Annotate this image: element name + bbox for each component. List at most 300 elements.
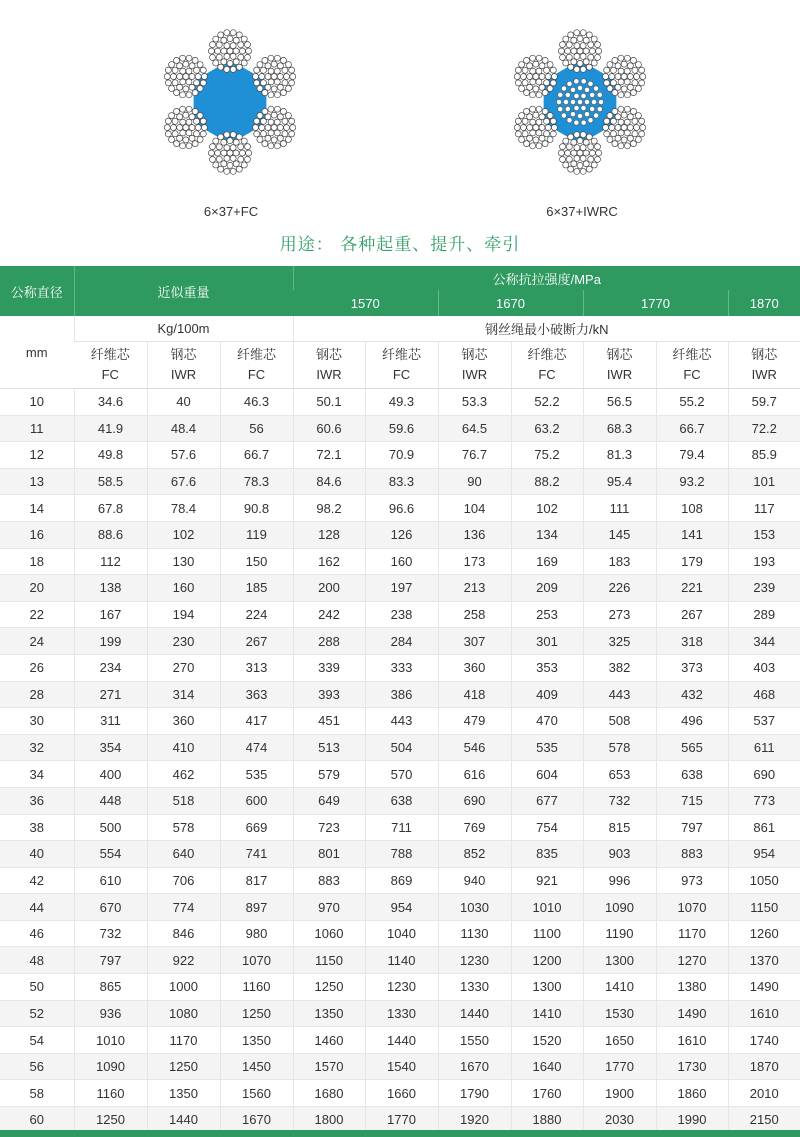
strand-wire bbox=[624, 55, 630, 61]
strand-wire bbox=[210, 156, 216, 162]
strand-wire bbox=[577, 162, 583, 168]
core-wire bbox=[565, 92, 570, 97]
value-cell: 403 bbox=[728, 654, 800, 681]
strand-wire bbox=[588, 156, 594, 162]
value-cell: 101 bbox=[728, 468, 800, 495]
value-cell: 1610 bbox=[656, 1027, 728, 1054]
strand-wire bbox=[618, 119, 624, 125]
diameter-cell: 38 bbox=[0, 814, 74, 841]
value-cell: 49.8 bbox=[74, 442, 147, 469]
core-type-cn: 钢芯 bbox=[606, 347, 633, 362]
value-cell: 1530 bbox=[583, 1000, 656, 1027]
strand-wire bbox=[527, 114, 533, 120]
core-type-code: FC bbox=[538, 367, 556, 382]
strand-wire bbox=[169, 113, 175, 119]
strand-wire bbox=[244, 54, 250, 60]
core-type-code: IWR bbox=[316, 367, 342, 382]
strand-wire bbox=[580, 145, 586, 151]
core-wire bbox=[597, 92, 602, 97]
strand-wire bbox=[618, 106, 624, 112]
value-cell: 980 bbox=[220, 920, 293, 947]
core-type-3 bbox=[293, 342, 365, 389]
value-cell: 653 bbox=[583, 761, 656, 788]
rope-figures bbox=[0, 0, 800, 265]
caption-iwrc: 6×37+IWRC bbox=[546, 204, 618, 219]
strand-wire bbox=[609, 125, 615, 131]
value-cell: 199 bbox=[74, 628, 147, 655]
caption-fc: 6×37+FC bbox=[203, 204, 259, 219]
strand-wire bbox=[254, 67, 260, 73]
value-cell: 443 bbox=[583, 681, 656, 708]
strand-wire bbox=[180, 106, 186, 112]
strand-wire bbox=[522, 131, 528, 137]
core-wire bbox=[581, 120, 586, 125]
strand-wire bbox=[265, 74, 271, 80]
value-cell: 1300 bbox=[511, 974, 583, 1001]
strand-wire bbox=[594, 54, 600, 60]
strand-wire bbox=[239, 48, 245, 54]
strand-wire bbox=[177, 63, 183, 69]
value-cell: 1010 bbox=[511, 894, 583, 921]
strand-wire bbox=[583, 59, 589, 65]
core-type-8 bbox=[656, 342, 728, 389]
strand-wire bbox=[524, 141, 530, 147]
strand-wire bbox=[186, 119, 192, 125]
strand-wire bbox=[520, 125, 526, 131]
strand-wire bbox=[244, 144, 250, 150]
header-weight: 近似重量 bbox=[74, 266, 293, 316]
strand-wire bbox=[627, 74, 633, 80]
strand-wire bbox=[560, 54, 566, 60]
table-row bbox=[0, 841, 800, 868]
strand-wire bbox=[586, 134, 592, 140]
value-cell: 554 bbox=[74, 841, 147, 868]
strand-wire bbox=[282, 67, 288, 73]
value-cell: 973 bbox=[656, 867, 728, 894]
value-cell: 1230 bbox=[438, 947, 511, 974]
value-cell: 1660 bbox=[365, 1080, 438, 1107]
strand-wire bbox=[241, 138, 247, 144]
strand-wire bbox=[522, 80, 528, 86]
diameter-cell: 42 bbox=[0, 867, 74, 894]
value-cell: 1880 bbox=[511, 1107, 583, 1134]
strand-wire bbox=[568, 32, 574, 38]
value-cell: 150 bbox=[220, 548, 293, 575]
strand-wire bbox=[577, 36, 583, 42]
value-cell: 801 bbox=[293, 841, 365, 868]
strand-wire bbox=[180, 79, 186, 85]
core-type-1 bbox=[147, 342, 220, 389]
value-cell: 314 bbox=[147, 681, 220, 708]
table-row bbox=[0, 681, 800, 708]
value-cell: 417 bbox=[220, 708, 293, 735]
strand-wire bbox=[236, 134, 242, 140]
strand-wire bbox=[612, 108, 618, 114]
strand-wire bbox=[520, 74, 526, 80]
strand-wire bbox=[547, 113, 553, 119]
strand-wire bbox=[280, 108, 286, 114]
core-type-code: IWR bbox=[606, 367, 633, 382]
value-cell: 1260 bbox=[728, 920, 800, 947]
table-row bbox=[0, 389, 800, 416]
value-cell: 1130 bbox=[438, 920, 511, 947]
strand-wire bbox=[268, 55, 274, 61]
strand-wire bbox=[244, 42, 250, 48]
value-cell: 448 bbox=[74, 787, 147, 814]
strand-wire bbox=[227, 138, 233, 144]
value-cell: 270 bbox=[147, 654, 220, 681]
table-row bbox=[0, 1080, 800, 1107]
strand-wire bbox=[208, 48, 214, 54]
value-cell: 579 bbox=[293, 761, 365, 788]
strand-wire bbox=[544, 80, 550, 86]
diameter-cell: 28 bbox=[0, 681, 74, 708]
value-cell: 339 bbox=[293, 654, 365, 681]
core-type-cn: 钢芯 bbox=[461, 347, 488, 362]
value-cell: 670 bbox=[74, 894, 147, 921]
strand-wire bbox=[530, 143, 536, 149]
grade-1870: 1870 bbox=[728, 290, 800, 316]
strand-wire bbox=[522, 118, 528, 124]
strand-wire bbox=[253, 74, 259, 80]
strand-wire bbox=[277, 125, 283, 131]
strand-wire bbox=[639, 131, 645, 137]
strand-wire bbox=[186, 106, 192, 112]
strand-wire bbox=[277, 63, 283, 69]
value-cell: 213 bbox=[438, 575, 511, 602]
core-wire bbox=[581, 105, 586, 110]
core-type-code: IWR bbox=[170, 367, 197, 382]
value-cell: 604 bbox=[511, 761, 583, 788]
strand-wire bbox=[274, 92, 280, 98]
core-wire bbox=[593, 113, 598, 118]
strand-wire bbox=[536, 79, 542, 85]
value-cell: 638 bbox=[656, 761, 728, 788]
strand-wire bbox=[610, 67, 616, 73]
strand-wire bbox=[221, 37, 227, 43]
strand-wire bbox=[583, 139, 589, 145]
value-cell: 1270 bbox=[656, 947, 728, 974]
core-wire bbox=[590, 106, 595, 111]
value-cell: 111 bbox=[583, 495, 656, 522]
strand-wire bbox=[213, 36, 219, 42]
strand-wire bbox=[539, 63, 545, 69]
core-type-2 bbox=[220, 342, 293, 389]
value-cell: 2010 bbox=[728, 1080, 800, 1107]
strand-wire bbox=[260, 67, 266, 73]
strand-wire bbox=[539, 74, 545, 80]
usage-text: 用途： 各种起重、提升、牵引 bbox=[279, 235, 521, 255]
strand-wire bbox=[194, 118, 200, 124]
strand-wire bbox=[550, 118, 556, 124]
strand-wire bbox=[224, 145, 230, 151]
value-cell: 462 bbox=[147, 761, 220, 788]
diameter-cell: 56 bbox=[0, 1053, 74, 1080]
strand-wire bbox=[545, 74, 551, 80]
strand-wire bbox=[186, 55, 192, 61]
value-cell: 183 bbox=[583, 548, 656, 575]
strand-wire bbox=[218, 134, 224, 140]
strand-wire bbox=[607, 62, 613, 68]
value-cell: 141 bbox=[656, 521, 728, 548]
core-wire bbox=[590, 92, 595, 97]
value-cell: 732 bbox=[74, 920, 147, 947]
value-cell: 153 bbox=[728, 521, 800, 548]
strand-wire bbox=[612, 90, 618, 96]
value-cell: 1800 bbox=[293, 1107, 365, 1134]
strand-wire bbox=[632, 118, 638, 124]
strand-wire bbox=[627, 114, 633, 120]
strand-wire bbox=[591, 36, 597, 42]
strand-wire bbox=[246, 48, 252, 54]
value-cell: 1670 bbox=[438, 1053, 511, 1080]
core-wire bbox=[577, 99, 582, 104]
strand-wire bbox=[580, 168, 586, 174]
strand-wire bbox=[519, 113, 525, 119]
strand-wire bbox=[227, 150, 233, 156]
core-wire bbox=[570, 112, 575, 117]
value-cell: 496 bbox=[656, 708, 728, 735]
table-row bbox=[0, 947, 800, 974]
grade-1670: 1670 bbox=[438, 290, 583, 316]
value-cell: 1490 bbox=[728, 974, 800, 1001]
core-wire bbox=[570, 87, 575, 92]
strand-wire bbox=[624, 68, 630, 74]
value-cell: 774 bbox=[147, 894, 220, 921]
strand-wire bbox=[574, 30, 580, 36]
strand-wire bbox=[524, 57, 530, 63]
value-cell: 1610 bbox=[728, 1000, 800, 1027]
core-wire bbox=[593, 86, 598, 91]
strand-wire bbox=[262, 90, 268, 96]
value-cell: 66.7 bbox=[656, 415, 728, 442]
strand-wire bbox=[241, 162, 247, 168]
strand-wire bbox=[615, 63, 621, 69]
strand-wire bbox=[542, 90, 548, 96]
strand-wire bbox=[632, 67, 638, 73]
strand-wire bbox=[630, 108, 636, 114]
value-cell: 1170 bbox=[147, 1027, 220, 1054]
value-cell: 313 bbox=[220, 654, 293, 681]
table-row bbox=[0, 442, 800, 469]
strand-wire bbox=[558, 48, 564, 54]
value-cell: 400 bbox=[74, 761, 147, 788]
strand-wire bbox=[607, 113, 613, 119]
value-cell: 224 bbox=[220, 601, 293, 628]
value-cell: 1460 bbox=[293, 1027, 365, 1054]
strand-wire bbox=[624, 106, 630, 112]
strand-wire bbox=[230, 132, 236, 138]
value-cell: 1740 bbox=[728, 1027, 800, 1054]
strand-wire bbox=[536, 92, 542, 98]
strand-wire bbox=[183, 61, 189, 67]
strand-wire bbox=[615, 74, 621, 80]
strand-wire bbox=[542, 57, 548, 63]
value-cell: 95.4 bbox=[583, 468, 656, 495]
value-cell: 102 bbox=[147, 521, 220, 548]
value-cell: 769 bbox=[438, 814, 511, 841]
value-cell: 1540 bbox=[365, 1053, 438, 1080]
strand-wire bbox=[172, 80, 178, 86]
value-cell: 289 bbox=[728, 601, 800, 628]
strand-wire bbox=[265, 135, 271, 141]
core-type-cn: 纤维芯 bbox=[672, 347, 712, 362]
core-type-code: FC bbox=[101, 367, 119, 382]
strand-wire bbox=[563, 138, 569, 144]
value-cell: 226 bbox=[583, 575, 656, 602]
core-wire bbox=[584, 99, 589, 104]
strand-wire bbox=[230, 145, 236, 151]
value-cell: 432 bbox=[656, 681, 728, 708]
value-cell: 119 bbox=[220, 521, 293, 548]
strand-wire bbox=[236, 32, 242, 38]
strand-wire bbox=[547, 62, 553, 68]
strand-wire bbox=[165, 67, 171, 73]
strand-wire bbox=[274, 143, 280, 149]
strand-wire bbox=[591, 60, 597, 66]
value-cell: 922 bbox=[147, 947, 220, 974]
value-cell: 723 bbox=[293, 814, 365, 841]
strand-wire bbox=[165, 118, 171, 124]
unit-mm: mm bbox=[0, 316, 74, 389]
strand-wire bbox=[262, 57, 268, 63]
value-cell: 470 bbox=[511, 708, 583, 735]
value-cell: 869 bbox=[365, 867, 438, 894]
diameter-cell: 26 bbox=[0, 654, 74, 681]
strand-wire bbox=[213, 162, 219, 168]
strand-wire bbox=[246, 150, 252, 156]
value-cell: 363 bbox=[220, 681, 293, 708]
strand-wire bbox=[515, 67, 521, 73]
strand-wire bbox=[604, 80, 610, 86]
value-cell: 1790 bbox=[438, 1080, 511, 1107]
strand-wire bbox=[194, 80, 200, 86]
value-cell: 344 bbox=[728, 628, 800, 655]
value-cell: 160 bbox=[147, 575, 220, 602]
value-cell: 68.3 bbox=[583, 415, 656, 442]
core-wire bbox=[588, 118, 593, 123]
table-row bbox=[0, 495, 800, 522]
value-cell: 479 bbox=[438, 708, 511, 735]
strand-wire bbox=[586, 64, 592, 70]
strand-wire bbox=[603, 125, 609, 131]
strand-wire bbox=[607, 136, 613, 142]
strand-wire bbox=[277, 114, 283, 120]
value-cell: 570 bbox=[365, 761, 438, 788]
strand-wire bbox=[260, 118, 266, 124]
strand-wire bbox=[177, 114, 183, 120]
value-cell: 386 bbox=[365, 681, 438, 708]
strand-wire bbox=[257, 136, 263, 142]
core-type-4 bbox=[365, 342, 438, 389]
strand-wire bbox=[238, 42, 244, 48]
strand-wire bbox=[230, 66, 236, 72]
strand-wire bbox=[183, 137, 189, 143]
strand-wire bbox=[635, 113, 641, 119]
value-cell: 318 bbox=[656, 628, 728, 655]
strand-wire bbox=[574, 43, 580, 49]
strand-wire bbox=[230, 43, 236, 49]
strand-wire bbox=[257, 62, 263, 68]
strand-wire bbox=[603, 74, 609, 80]
value-cell: 846 bbox=[147, 920, 220, 947]
strand-wire bbox=[515, 118, 521, 124]
value-cell: 773 bbox=[728, 787, 800, 814]
strand-wire bbox=[621, 137, 627, 143]
strand-wire bbox=[238, 144, 244, 150]
value-cell: 669 bbox=[220, 814, 293, 841]
value-cell: 72.2 bbox=[728, 415, 800, 442]
strand-wire bbox=[594, 42, 600, 48]
strand-wire bbox=[558, 150, 564, 156]
diameter-cell: 34 bbox=[0, 761, 74, 788]
value-cell: 1920 bbox=[438, 1107, 511, 1134]
value-cell: 88.2 bbox=[511, 468, 583, 495]
strand-wire bbox=[238, 54, 244, 60]
strand-wire bbox=[577, 138, 583, 144]
diameter-cell: 11 bbox=[0, 415, 74, 442]
strand-wire bbox=[527, 84, 533, 90]
strand-wire bbox=[635, 62, 641, 68]
table-row bbox=[0, 787, 800, 814]
value-cell: 443 bbox=[365, 708, 438, 735]
strand-wire bbox=[618, 68, 624, 74]
value-cell: 373 bbox=[656, 654, 728, 681]
core-type-0 bbox=[74, 342, 147, 389]
strand-wire bbox=[530, 55, 536, 61]
core-type-code: FC bbox=[247, 367, 266, 382]
strand-wire bbox=[565, 150, 571, 156]
strand-wire bbox=[566, 156, 572, 162]
value-cell: 1150 bbox=[728, 894, 800, 921]
core-wire bbox=[558, 107, 563, 112]
strand-wire bbox=[236, 64, 242, 70]
strand-wire bbox=[262, 108, 268, 114]
strand-wire bbox=[594, 144, 600, 150]
value-cell: 1860 bbox=[656, 1080, 728, 1107]
strand-wire bbox=[227, 36, 233, 42]
table-row bbox=[0, 761, 800, 788]
strand-wire bbox=[268, 119, 274, 125]
strand-wire bbox=[571, 48, 577, 54]
value-cell: 179 bbox=[656, 548, 728, 575]
strand-wire bbox=[639, 67, 645, 73]
strand-wire bbox=[539, 114, 545, 120]
core-type-7 bbox=[583, 342, 656, 389]
strand-wire bbox=[583, 161, 589, 167]
strand-wire bbox=[197, 136, 203, 142]
strand-wire bbox=[550, 131, 556, 137]
strand-wire bbox=[259, 125, 265, 131]
value-cell: 649 bbox=[293, 787, 365, 814]
value-cell: 58.5 bbox=[74, 468, 147, 495]
strand-wire bbox=[544, 67, 550, 73]
strand-wire bbox=[630, 141, 636, 147]
value-cell: 48.4 bbox=[147, 415, 220, 442]
value-cell: 81.3 bbox=[583, 442, 656, 469]
strand-wire bbox=[164, 74, 170, 80]
strand-wire bbox=[238, 156, 244, 162]
strand-wire bbox=[550, 80, 556, 86]
value-cell: 1770 bbox=[365, 1107, 438, 1134]
strand-wire bbox=[621, 112, 627, 118]
strand-wire bbox=[610, 80, 616, 86]
strand-wire bbox=[577, 150, 583, 156]
value-cell: 242 bbox=[293, 601, 365, 628]
value-cell: 63.2 bbox=[511, 415, 583, 442]
bottom-bar bbox=[0, 1130, 800, 1137]
strand-wire bbox=[221, 139, 227, 145]
